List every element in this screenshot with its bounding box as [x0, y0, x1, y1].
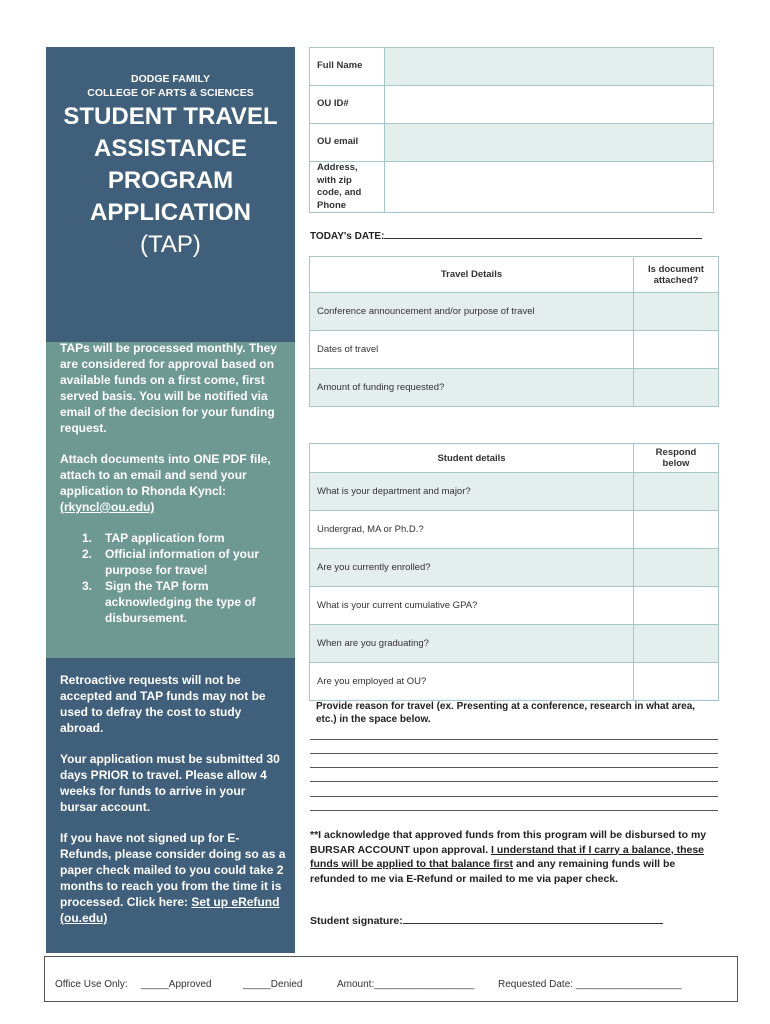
- full-name-field[interactable]: [385, 48, 714, 86]
- reason-prompt: Provide reason for travel (ex. Presenting at a conference, research in what area, etc.) in the space below.: [316, 701, 696, 725]
- title-abbreviation: (TAP): [140, 231, 201, 258]
- student-answer-cell[interactable]: [634, 587, 719, 625]
- travel-question: Conference announcement and/or purpose of travel: [310, 293, 634, 331]
- table-row: [310, 331, 719, 369]
- travel-question: Dates of travel: [310, 331, 634, 369]
- title-line: PROGRAM: [107, 167, 234, 194]
- todays-date-line: [310, 229, 702, 242]
- retroactive-note: [60, 672, 286, 736]
- travel-question: Amount of funding requested?: [310, 369, 634, 407]
- signature-line: [310, 914, 663, 927]
- student-answer-cell[interactable]: [634, 625, 719, 663]
- reason-line[interactable]: [310, 767, 718, 768]
- respond-below-header: Respond below: [634, 444, 719, 473]
- erefund-note: [60, 830, 286, 926]
- address-field[interactable]: [385, 162, 714, 213]
- student-answer-cell[interactable]: [634, 663, 719, 701]
- student-answer-cell[interactable]: [634, 473, 719, 511]
- table-row: [310, 549, 719, 587]
- table-row: [310, 511, 719, 549]
- student-answer-cell[interactable]: [634, 511, 719, 549]
- approved-field[interactable]: _____Approved: [141, 979, 212, 990]
- table-row: [310, 587, 719, 625]
- reason-line[interactable]: [310, 796, 718, 797]
- denied-field[interactable]: _____Denied: [243, 979, 303, 990]
- travel-answer-cell[interactable]: [634, 331, 719, 369]
- student-details-table: [309, 443, 719, 701]
- list-number: 3.: [82, 579, 93, 593]
- college-name: [46, 72, 295, 100]
- travel-answer-cell[interactable]: [634, 293, 719, 331]
- attach-note: [60, 451, 286, 515]
- page-title: [46, 101, 295, 229]
- todays-date-field[interactable]: [384, 229, 702, 239]
- ou-email-label: OU email: [310, 124, 385, 162]
- title-line: ASSISTANCE: [94, 135, 247, 162]
- list-number: 2.: [82, 547, 93, 561]
- processing-note: [60, 340, 286, 436]
- deadline-note-text: Your application must be submitted 30 days PRIOR to travel. Please allow 4 weeks for funds to arrive in your bursar account.: [60, 752, 280, 814]
- requested-date-field[interactable]: Requested Date: ___________________: [498, 979, 682, 990]
- address-label: Address, with zip code, and Phone: [310, 162, 385, 213]
- acknowledgement-part-2: and any remaining funds will be refunded to me via E-Refund or mailed to me via paper check.: [310, 858, 676, 885]
- reason-line[interactable]: [310, 781, 718, 782]
- list-item-text: Sign the TAP form acknowledging the type of disbursement.: [105, 579, 256, 625]
- table-row: [310, 293, 719, 331]
- list-item: [60, 546, 286, 578]
- travel-answer-cell[interactable]: [634, 369, 719, 407]
- table-row: [310, 663, 719, 701]
- reason-line[interactable]: [310, 753, 718, 754]
- ou-id-field[interactable]: [385, 86, 714, 124]
- table-row: [310, 86, 714, 124]
- table-row: [310, 369, 719, 407]
- retroactive-note-text: Retroactive requests will not be accepted and TAP funds may not be used to defray the cost to study abroad.: [60, 673, 266, 735]
- student-question: What is your current cumulative GPA?: [310, 587, 634, 625]
- student-question: Are you employed at OU?: [310, 663, 634, 701]
- student-answer-cell[interactable]: [634, 549, 719, 587]
- signature-label: Student signature:: [310, 915, 403, 927]
- list-item: [60, 530, 286, 546]
- student-question: When are you graduating?: [310, 625, 634, 663]
- deadline-note: [60, 751, 286, 815]
- document-attached-header: Is document attached?: [634, 257, 719, 293]
- student-question: Are you currently enrolled?: [310, 549, 634, 587]
- todays-date-label: TODAY's DATE:: [310, 231, 385, 242]
- college-line-2: COLLEGE OF ARTS & SCIENCES: [87, 87, 254, 99]
- student-details-header: Student details: [310, 444, 634, 473]
- table-row: [310, 162, 714, 213]
- student-question: What is your department and major?: [310, 473, 634, 511]
- erefund-note-text: If you have not signed up for E-Refunds, please consider doing so as a paper check mailed to you could take 2 months to reach you from the time it is processed. Click here:: [60, 831, 286, 909]
- table-row: [310, 124, 714, 162]
- list-number: 1.: [82, 531, 93, 545]
- table-row: [310, 473, 719, 511]
- table-row: [310, 257, 719, 293]
- student-question: Undergrad, MA or Ph.D.?: [310, 511, 634, 549]
- processing-note-text: TAPs will be processed monthly. They are considered for approval based on available funds on a first come, first served basis. You will be notified via email of the decision for your funding request.: [60, 341, 277, 435]
- list-item-text: TAP application form: [105, 531, 225, 545]
- ou-id-label: OU ID#: [310, 86, 385, 124]
- table-row: [310, 444, 719, 473]
- acknowledgement-part-1: **I acknowledge that approved funds from this program will be disbursed to my BURSAR ACCOUNT upon approval.: [310, 829, 707, 856]
- attach-note-text: Attach documents into ONE PDF file, attach to an email and send your application to Rhonda Kyncl:: [60, 452, 271, 498]
- signature-field[interactable]: [403, 914, 663, 924]
- travel-details-header: Travel Details: [310, 257, 634, 293]
- amount-field[interactable]: Amount:__________________: [337, 979, 475, 990]
- reason-line[interactable]: [310, 739, 718, 740]
- college-line-1: DODGE FAMILY: [131, 73, 210, 85]
- title-line: STUDENT TRAVEL: [63, 103, 278, 130]
- identity-table: [309, 47, 714, 213]
- list-item: [60, 578, 286, 626]
- required-documents-list: [60, 530, 286, 626]
- ou-email-field[interactable]: [385, 124, 714, 162]
- table-row: [310, 48, 714, 86]
- travel-details-table: [309, 256, 719, 407]
- list-item-text: Official information of your purpose for travel: [105, 547, 260, 577]
- erefund-link[interactable]: Set up eRefund (ou.edu): [60, 895, 280, 925]
- office-use-label: Office Use Only:: [55, 979, 128, 990]
- acknowledgement-underlined: I understand that if I carry a balance, these funds will be applied to that balance first: [310, 843, 705, 870]
- acknowledgement-text: [310, 828, 720, 886]
- table-row: [310, 625, 719, 663]
- title-line: APPLICATION: [90, 199, 251, 226]
- full-name-label: Full Name: [310, 48, 385, 86]
- email-link[interactable]: (rkyncl@ou.edu): [60, 500, 155, 514]
- reason-line[interactable]: [310, 810, 718, 811]
